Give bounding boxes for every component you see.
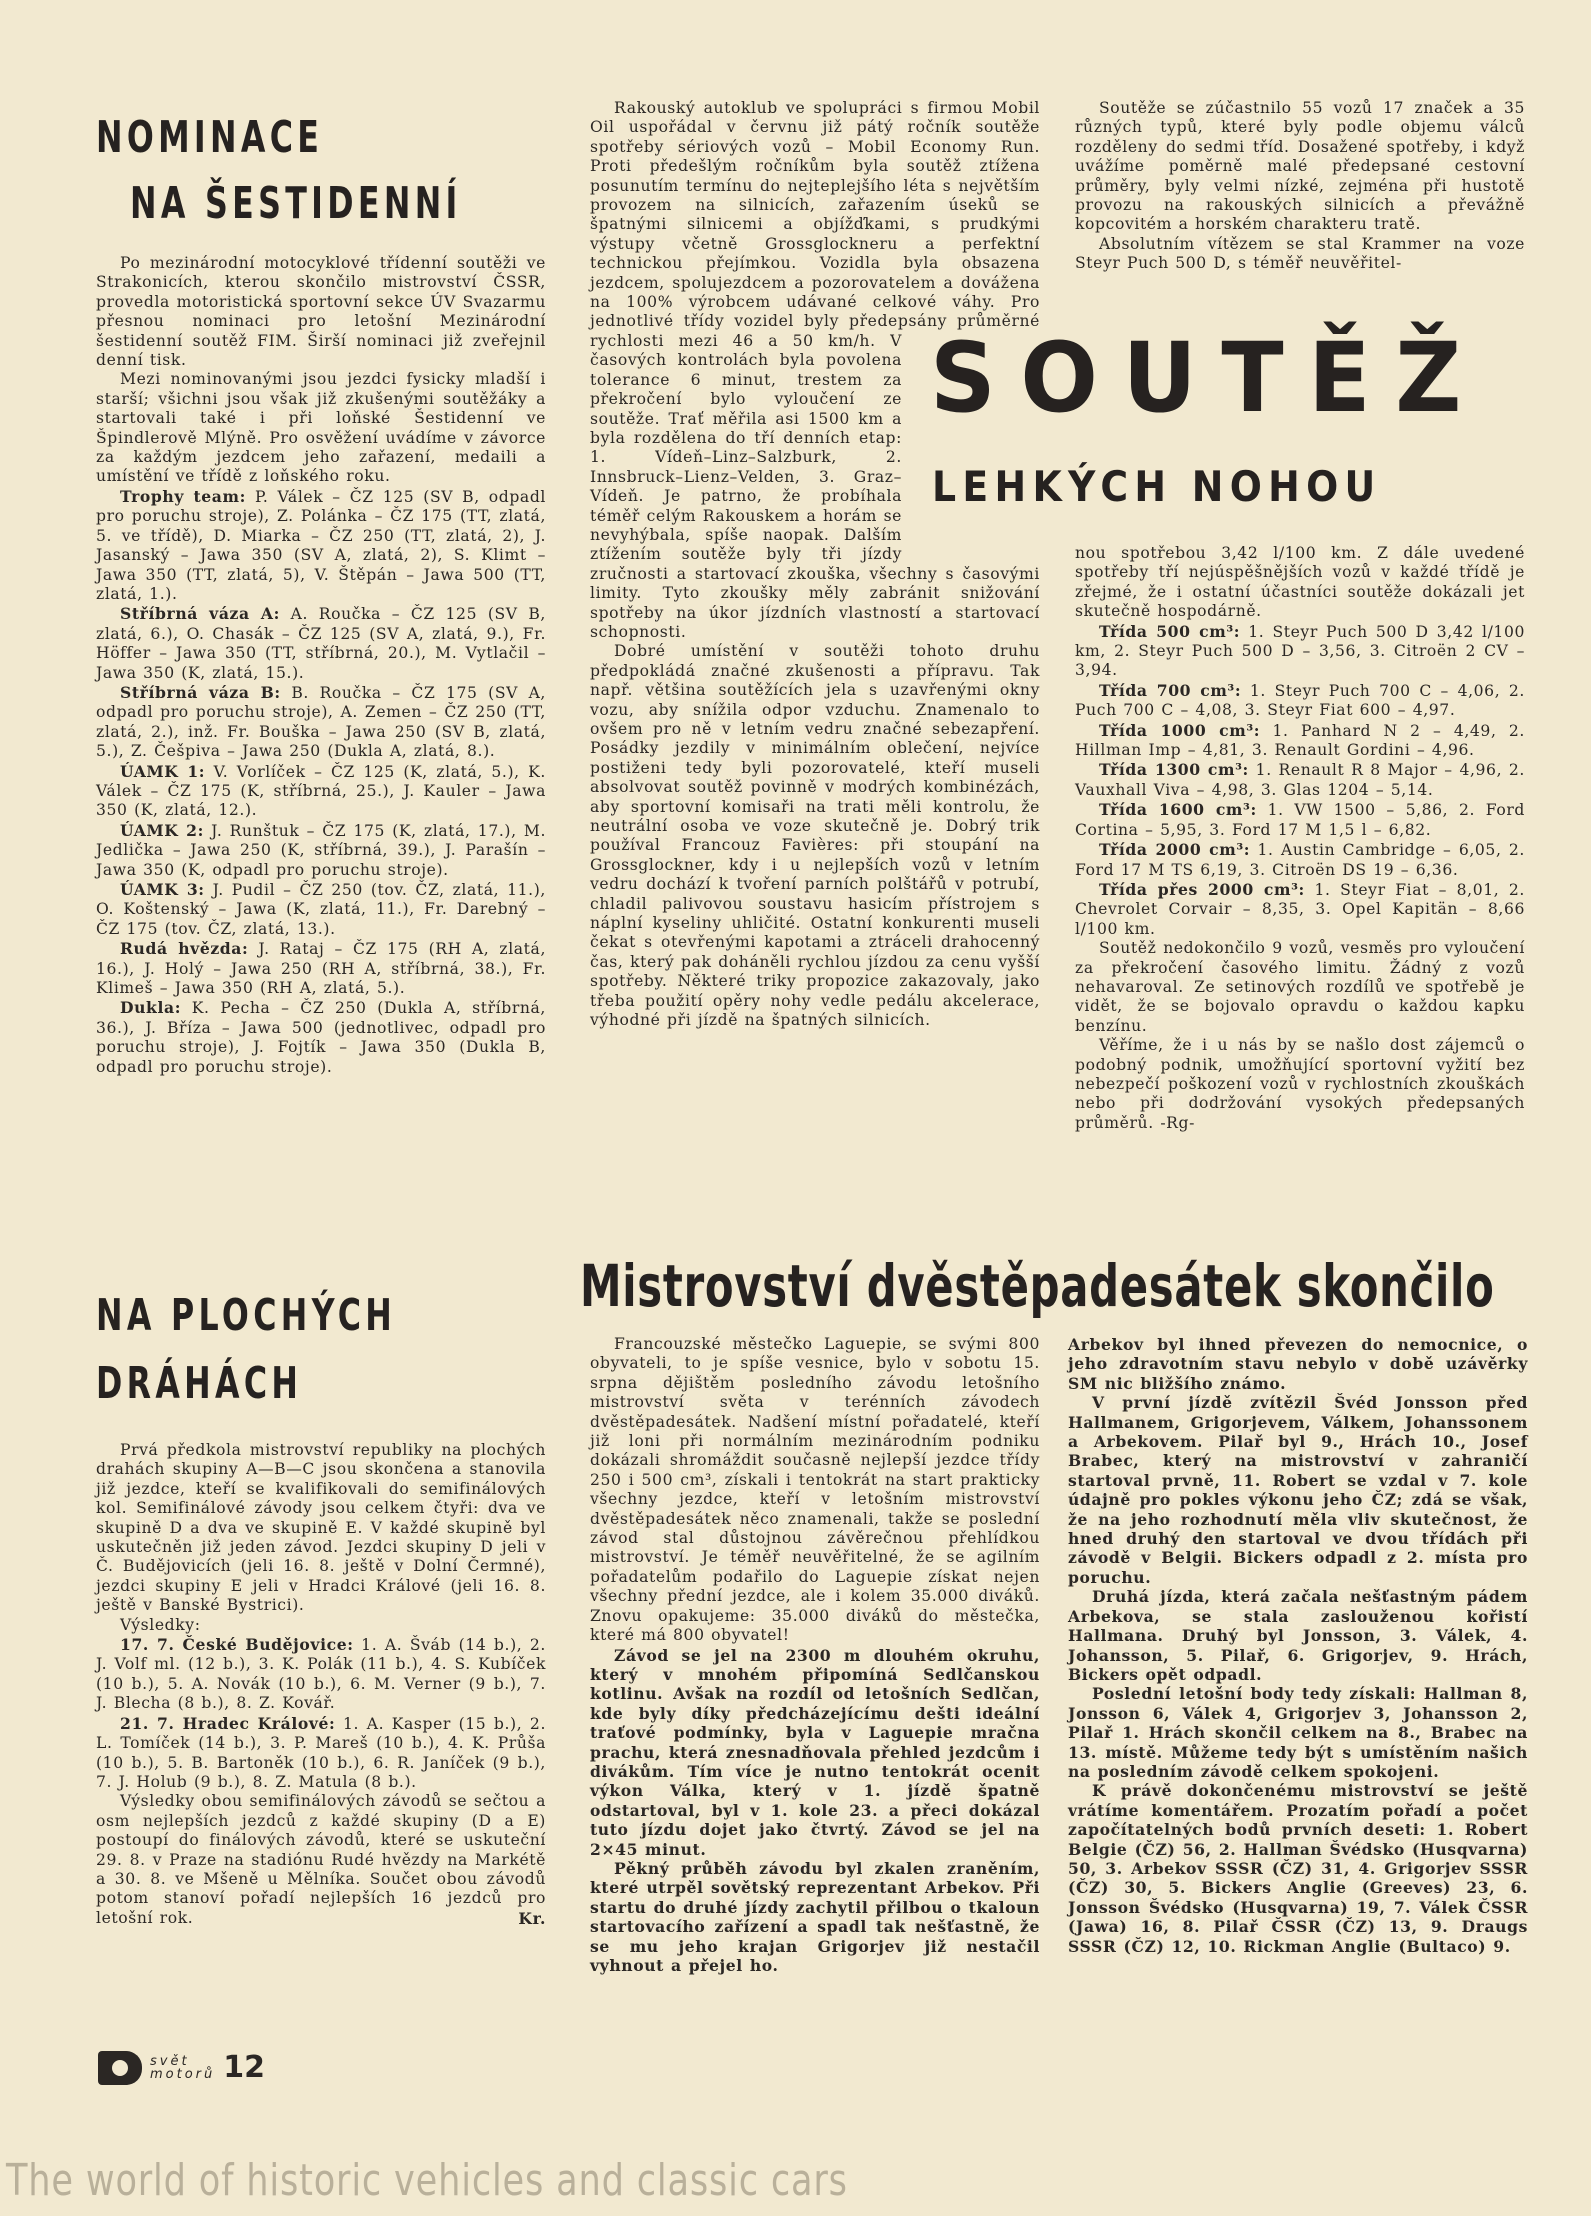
paragraph-text: Mezi nominovanými jsou jezdci fysicky mladší i starší; všichni jsou však již zkušenými soutěžáky a startovali také i při loňské Šestidenní ve Špindlerově Mlýně. Pro osvěžení uvádíme v závorce za každým jezdcem jeho zařazení, medaili a umístění ve třídě z loňského roku. (96, 370, 546, 486)
soutez-right-column (1075, 544, 1525, 1133)
paragraph-text: Prvá předkola mistrovství republiky na plochých drahách skupiny A—B—C jsou skončena a stanovila již jezdce, kteří se kvalifikovali do semifinálových kol. Semifinálové závody jsou celkem čtyři: dva ve skupině D a dva ve skupině E. V každé skupině byl uskutečněn již jeden závod. Jezdci skupiny D jeli v Č. Budějovicích (jeli 16. 8. ještě v Dolní Čermné), jezdci skupiny E jeli v Hradci Králové (jeli 16. 8. ještě v Banské Bystrici). (96, 1441, 546, 1615)
class-result (1075, 880, 1525, 939)
paragraph-text: Soutěže se zúčastnilo 55 vozů 17 značek a 35 různých typů, které byly podle objemu válců rozděleny do sedmi tříd. Dosažené spotřeby, i když uvážíme poměrně malé předepsané cestovní průměry, byly velmi nízké, zejména při hustotě provozu na rakouských silnicích a převážně kopcovitém a horském charakteru tratě. (1075, 99, 1525, 234)
paragraph-text: Francouzské městečko Laguepie, se svými 800 obyvateli, to je spíše vesnice, bylo v sobotu 15. srpna dějištěm posledního závodu letošního mistrovství světa v terénních závodech dvěstěpadesátek. Nadšení místní pořadatelé, kteří již loni při normálním mezinárodním podniku dokázali shromáždit současně nejlepší jezdce třídy 250 i 500 cm³, získali i tentokrát na start prakticky všechny jezdce, kteří v letošním mistrovství dvěstěpadesátek něco znamenali, takže se poslední závod stal důstojnou závěrečnou přehlídkou mistrovství. Je téměř neuvěřitelné, že se agilním pořadatelům podařilo do Laguepie získat nejen všechny přední jezdce, ale i kolem 35.000 diváků. Znovu opakujeme: 35.000 diváků do městečka, které má 800 obyvatel! (590, 1335, 1040, 1645)
class-label: Třída 700 cm³: (1099, 680, 1242, 700)
mistrovstvi-title: Mistrovství dvěstěpadesátek skončilo (580, 1252, 1495, 1320)
class-result (1075, 721, 1525, 761)
paragraph-text: K právě dokončenému mistrovství se ještě vrátíme komentářem. Prozatím pořadí a počet započítatelných bodů prvních deseti: 1. Robert Belgie (ČZ) 56, 2. Hallman Švédsko (Husqvarna) 50, 3. Arbekov SSSR (ČZ) 31, 4. Grigorjev SSSR (ČZ) 30, 5. Bickers Anglie (Greeves) 23, 6. Jonsson Švédsko (Husqvarna) 19, 7. Válek ČSSR (Jawa) 16, 8. Pilař ČSSR (ČZ) 13, 9. Draugs SSSR (ČZ) 12, 10. Rickman Anglie (Bultaco) 9. (1068, 1781, 1528, 1956)
race-label: 17. 7. České Budějovice: (120, 1635, 354, 1655)
team-riders: K. Pecha – ČZ 250 (Dukla A, stříbrná, 36.), J. Bříza – Jawa 500 (jednotlivec, odpadl pro poruchu stroje), J. Fojtík – Jawa 350 (Dukla B, odpadl pro poruchu stroje). (96, 999, 546, 1076)
class-standings: 1. Steyr Fiat – 8,01, 2. Chevrolet Corvair – 8,35, 3. Opel Kapitän – 8,66 l/100 km. (1075, 880, 1525, 938)
team-label: Stříbrná váza A: (120, 604, 280, 624)
team-entry (96, 880, 546, 939)
soutez-middle-column (590, 99, 1040, 1031)
paragraph (96, 1441, 546, 1616)
class-standings: 1. Steyr Puch 700 C – 4,06, 2. Puch 700 C – 4,08, 3. Steyr Fiat 600 – 4,97. (1075, 681, 1525, 720)
team-riders: A. Roučka – ČZ 125 (SV B, zlatá, 6.), O. Chasák – ČZ 125 (SV A, zlatá, 9.), Fr. Höffer – Jawa 350 (TT, stříbrná, 20.), M. Vytlačil – Jawa 350 (K, zlatá, 15.). (96, 605, 546, 682)
class-result (1075, 622, 1525, 681)
paragraph (1068, 1393, 1528, 1587)
paragraph-text: V první jízdě zvítězil Švéd Jonsson před Hallmanem, Grigorjevem, Válkem, Johanssonem a Arbekovem. Pilař byl 9., Hrách 10., Josef Brabec, který na mistrovství v zahraničí startoval prvně, 11. Robert se vzdal v 7. kole údajně pro pokles výkonu jeho ČZ; zdá se však, že na jeho rozhodnutí měla vliv skutečnost, že hned druhý den startoval ve dvou třídách při závodě v Belgii. Bickers odpadl z 2. místa pro poruchu. (1068, 1393, 1528, 1587)
nominace-article (96, 254, 546, 1077)
soutez-title: SOUTĚŽ (930, 322, 1487, 434)
paragraph (1068, 1587, 1528, 1684)
paragraph (1075, 99, 1525, 235)
team-entry (96, 821, 546, 880)
svet-motoru-logo-icon (98, 2051, 142, 2085)
results-heading (96, 1616, 546, 1635)
race-standings: 1. A. Kasper (15 b.), 2. L. Tomíček (14 b.), 3. P. Mareš (10 b.), 4. K. Průša (10 b.), 5. B. Bartoněk (10 b.), 6. R. Janíček (9 b.), 7. J. Holub (9 b.), 8. Z. Matula (8 b.). (96, 1714, 546, 1791)
paragraph-text: Rakouský autoklub ve spolupráci s firmou Mobil Oil uspořádal v červnu již pátý ročník soutěže spotřeby sériových vozů – Mobil Economy Run. Proti předešlým ročníkům byla soutěž ztížena posunutím termínu do nejteplejšího léta s největším provozem na silnicích, zařazením úseků se špatnými silnicemi a objížďkami, s prudkými výstupy včetně Grossglockneru a perfektní technickou přejímkou. Vozidla byla obsazena jezdcem, spolujezdcem a pozorovatelem a dovážena na 100% výrobcem udávané celkové váhy. Pro jednotlivé třídy vozidel byly předepsány průměrné rychlosti mezi 46 a 50 km/h. V časových kontrolách byla povolena tolerance 6 minut, trestem za překročení bylo vyloučení ze soutěže. Trať měřila asi 1500 km a byla rozdělena do tří denních etap: 1. Vídeň–Linz–Salzburk, 2. Innsbruck–Lienz–Velden, 3. Graz–Vídeň. Je patrno, že probíhala téměř celým Rakouskem a horám se nevyhýbala, spíše naopak. Dalším ztížením soutěže byly tři jízdy zručnosti a startovací zkouška, všechny s časovými limity. Tyto zkoušky měly zabránit snižování spotřeby na úkor jízdních vlastností a startovací schopnosti. (590, 99, 1040, 641)
paragraph-text: Věříme, že i u nás by se našlo dost zájemců o podobný podnik, umožňující sportovní vyžití bez nebezpečí poškození vozů v rychlostních zkouškách nebo při dodržování vysokých předepsaných průměrů. (1075, 1036, 1525, 1132)
team-entry (96, 998, 546, 1077)
class-standings: 1. Renault R 8 Major – 4,96, 2. Vauxhall Viva – 4,98, 3. Glas 1204 – 5,14. (1075, 761, 1525, 799)
class-result (1075, 681, 1525, 721)
class-label: Třída 1000 cm³: (1099, 720, 1261, 740)
author-signature: Kr. (518, 1908, 546, 1928)
paragraph (1068, 1335, 1528, 1393)
team-label: Rudá hvězda: (120, 939, 249, 959)
class-result (1075, 840, 1525, 880)
team-entry (96, 487, 546, 604)
paragraph-text: Druhá jízda, která začala nešťastným pádem Arbekova, se stala zaslouženou kořistí Hallmana. Druhý byl Jonsson, 3. Válek, 4. Johansson, 5. Pilař, 6. Grigorjev, 9. Hrách, Bickers opět odpadl. (1068, 1587, 1528, 1684)
class-standings: 1. VW 1500 – 5,86, 2. Ford Cortina – 5,95, 3. Ford 17 M 1,5 l – 6,82. (1075, 801, 1525, 839)
race-label: 21. 7. Hradec Králové: (120, 1713, 336, 1733)
race-result (96, 1714, 546, 1793)
team-riders: B. Roučka – ČZ 175 (SV A, odpadl pro poruchu stroje), A. Zemen – ČZ 250 (TT, zlatá, 2.), inž. Fr. Bouška – Jawa 250 (SV B, zlatá, 5.), Z. Češpiva – Jawa 250 (Dukla A, zlatá, 8.). (96, 683, 546, 761)
paragraph-text: Dobré umístění v soutěži tohoto druhu předpokládá značné zkušenosti a přípravu. Tak např. většina soutěžících jela s uzavřenými okny vozu, aby snížila odpor vzduchu. Znamenalo to ovšem pro ně v letním vedru značné sebezapření. Posádky jezdily v minimálním oblečení, nejvíce postiženi tedy byli pozorovatelé, kteří museli absolvovat soutěž povinně v modrých kombinézách, aby sportovní komisaři na trati měli kontrolu, že neutrální osoba ve voze skutečně je. Dobrý trik používal Francouz Favières: při stoupání na Grossglockner, kdy i u nejlepších vozů v letním vedru dochází k tvoření parních polštářů v potrubí, chladil palivovou soustavu hasicím přístrojem s náplní kyseliny uhličité. Ostatní konkurenti museli čekat s otevřenými kapotami a ztráceli drahocenný čas, který pak doháněli rychlou jízdou za cenu vyšší spotřeby. Některé triky propozice zakazovaly, jako třeba použití opěry nohy vedle pedálu akcelerace, výhodné při jízdě na špatných silnicích. (590, 642, 1040, 1030)
nominace-title-line2: NA ŠESTIDENNÍ (130, 178, 462, 229)
team-label: Trophy team: (120, 486, 246, 506)
mistrovstvi-right-column (1068, 1335, 1528, 1956)
paragraph-text: nou spotřebou 3,42 l/100 km. Z dále uvedené spotřeby tří nejúspěšnějších vozů v každé třídě je zřejmé, že i ostatní účastníci soutěže dokázali jet skutečně hospodárně. (1075, 544, 1525, 621)
class-standings: 1. Austin Cambridge – 6,05, 2. Ford 17 M TS 6,19, 3. Citroën DS 19 – 6,36. (1075, 841, 1525, 879)
paragraph (1075, 235, 1525, 274)
team-entry (96, 762, 546, 821)
paragraph (96, 1792, 546, 1928)
class-result (1075, 760, 1525, 800)
race-result (96, 1635, 546, 1714)
paragraph (590, 1335, 1040, 1646)
paragraph-text: Pěkný průběh závodu byl zkalen zraněním, které utrpěl sovětský reprezentant Arbekov. Při startu do druhé jízdy zachytil přilbou o tkaloun startovacího zařízení a spadl tak nešťastně, že se mu jeho krajan Grigorjev již nestačil vyhnout a přejel ho. (590, 1858, 1040, 1975)
class-label: Třída 500 cm³: (1099, 621, 1241, 641)
mistrovstvi-left-column (590, 1335, 1040, 1975)
team-label: ÚAMK 3: (120, 880, 205, 899)
magazine-name-line2: motorů (150, 2066, 216, 2082)
magazine-name-line1: svět (150, 2053, 190, 2069)
class-result (1075, 800, 1525, 840)
team-label: ÚAMK 1: (120, 761, 206, 781)
nominace-title-line1: NOMINACE (96, 112, 324, 163)
plochodraha-title-line1: NA PLOCHÝCH (96, 1290, 397, 1341)
class-label: Třída 1600 cm³: (1099, 800, 1257, 820)
paragraph-text: Arbekov byl ihned převezen do nemocnice, o jeho zdravotním stavu nebylo v době uzávěrky SM nic bližšího známo. (1068, 1335, 1528, 1393)
soutez-right-top (1075, 99, 1525, 274)
class-label: Třída 2000 cm³: (1099, 840, 1251, 860)
paragraph (590, 1646, 1040, 1859)
magazine-name (150, 2055, 215, 2081)
team-riders: V. Vorlíček – ČZ 125 (K, zlatá, 5.), K. Válek – ČZ 175 (K, stříbrná, 25.), J. Kauler – Jawa 350 (K, zlatá, 12.). (96, 762, 546, 820)
paragraph-text: Soutěž nedokončilo 9 vozů, vesměs pro vyloučení za překročení časového limitu. Žádný z vozů nehavaroval. Ze setinových rozdílů ve spotřebě je vidět, že se bojovalo opravdu o každou kapku benzínu. (1075, 939, 1525, 1035)
team-entry (96, 939, 546, 998)
paragraph (590, 1859, 1040, 1975)
page-number: 12 (223, 2050, 266, 2085)
team-riders: P. Válek – ČZ 125 (SV B, odpadl pro poruchu stroje), Z. Polánka – ČZ 175 (TT, zlatá, 5. ve třídě), D. Miarka – ČZ 250 (TT, zlatá, 2), J. Jasanský – Jawa 350 (SV A, zlatá, 2), S. Klimt – Jawa 350 (TT, zlatá, 5), V. Štěpán – Jawa 500 (TT, zlatá, 1.). (96, 487, 546, 603)
team-label: ÚAMK 2: (120, 820, 204, 840)
race-standings: 1. A. Šváb (14 b.), 2. J. Volf ml. (12 b.), 3. K. Polák (11 b.), 4. S. Kubíček (10 b.), 5. A. Novák (10 b.), 6. M. Verner (9 b.), 7. J. Blecha (8 b.), 8. Z. Kovář. (96, 1636, 546, 1713)
paragraph-text: Po mezinárodní motocyklové třídenní soutěži ve Strakonicích, kterou skončilo mistrovství ČSSR, provedla motoristická sportovní sekce ÚV Svazarmu přesnou nominaci pro letošní Mezinárodní šestidenní soutěž FIM. Širší nominaci již zveřejnil denní tisk. (96, 254, 546, 370)
paragraph-text: Závod se jel na 2300 m dlouhém okruhu, který v mnohém připomíná Sedlčanskou kotlinu. Avšak na rozdíl od letošních Sedlčan, kde byly díky předcházejícímu dešti ideální traťové podmínky, byla v Laguepie mračna prachu, která znesnadňovala přehled jezdcům i divákům. Tím více je nutno tentokrát ocenit výkon Válka, který v 1. jízdě špatně odstartoval, byl v 1. kole 23. a přeci dokázal tuto jízdu dojet jako čtvrtý. Závod se jel na 2×45 minut. (590, 1645, 1040, 1859)
paragraph-text: Poslední letošní body tedy získali: Hallman 8, Jonsson 6, Válek 4, Grigorjev 3, Johansson 2, Pilař 1. Hrách skončil celkem na 8., Brabec na 13. místě. Můžeme tedy být s umístěním našich na posledním závodě celkem spokojeni. (1068, 1684, 1528, 1781)
paragraph (1068, 1684, 1528, 1781)
paragraph (1075, 939, 1525, 1036)
team-entry (96, 604, 546, 683)
paragraph (96, 254, 546, 370)
team-entry (96, 683, 546, 762)
team-riders: J. Runštuk – ČZ 175 (K, zlatá, 17.), M. Jedlička – Jawa 250 (K, stříbrná, 39.), J. Parašín – Jawa 350 (K, odpadl pro poruchu stroje). (96, 821, 546, 879)
paragraph (1075, 1036, 1525, 1133)
team-riders: J. Pudil – ČZ 250 (tov. ČZ, zlatá, 11.), O. Koštenský – Jawa (K, zlatá, 11.), Fr. Darebný – ČZ 175 (tov. ČZ, zlatá, 13.). (96, 881, 546, 938)
paragraph (590, 642, 1040, 1030)
paragraph-text: Výsledky: (120, 1615, 201, 1634)
class-standings: 1. Steyr Puch 500 D 3,42 l/100 km, 2. Steyr Puch 500 D – 3,56, 3. Citroën 2 CV – 3,94. (1075, 622, 1525, 680)
plochodraha-title-line2: DRÁHÁCH (96, 1358, 303, 1409)
plochodraha-article (96, 1441, 546, 1928)
paragraph (96, 370, 546, 486)
class-standings: 1. Panhard N 2 – 4,49, 2. Hillman Imp – 4,81, 3. Renault Gordini – 4,96. (1075, 721, 1525, 760)
paragraph (1068, 1781, 1528, 1956)
soutez-subtitle: LEHKÝCH NOHOU (932, 462, 1382, 511)
team-riders: J. Rataj – ČZ 175 (RH A, zlatá, 16.), J. Holý – Jawa 250 (RH A, stříbrná, 38.), Fr. Klimeš – Jawa 350 (RH A, zlatá, 5.). (96, 940, 546, 998)
team-label: Dukla: (120, 998, 182, 1018)
paragraph-text: Absolutním vítězem se stal Krammer na voze Steyr Puch 500 D, s téměř neuvěřitel- (1075, 234, 1525, 273)
watermark-tagline: The world of historic vehicles and classic cars (6, 2155, 848, 2206)
author-signature: -Rg- (1160, 1113, 1195, 1132)
class-label: Třída 1300 cm³: (1099, 760, 1249, 780)
paragraph (1075, 544, 1525, 622)
team-label: Stříbrná váza B: (120, 682, 281, 702)
paragraph-text: Výsledky obou semifinálových závodů se sečtou a osm nejlepších jezdců z každé skupiny (D a E) postoupí do finálových závodů, které se uskuteční 29. 8. v Praze na stadiónu Rudé hvězdy na Markétě a 30. 8. ve Mšeně u Mělníka. Součet obou závodů potom stanoví pořadí nejlepších 16 jezdců pro letošní rok. (96, 1792, 546, 1927)
class-label: Třída přes 2000 cm³: (1099, 879, 1305, 899)
magazine-footer (98, 2050, 265, 2085)
